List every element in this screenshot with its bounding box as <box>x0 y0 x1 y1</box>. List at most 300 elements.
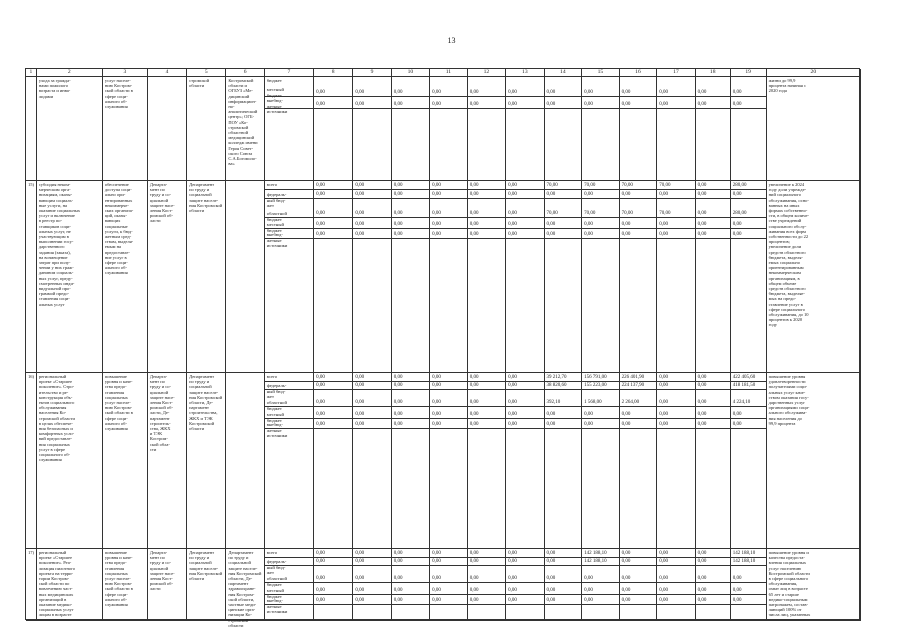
budget-value: 0,00 <box>355 559 365 564</box>
row-divider <box>265 238 767 239</box>
row-divider <box>265 96 767 97</box>
budget-value: 0,00 <box>316 183 325 188</box>
budget-value: 0,00 <box>469 232 479 237</box>
budget-value: 0,00 <box>621 551 631 556</box>
budget-value: 0,00 <box>316 559 325 564</box>
budget-value: 0,00 <box>697 375 707 380</box>
budget-value: 0,00 <box>732 90 742 95</box>
table-cell: Департамент по труду и социальной защите населе- ния Костромской области <box>187 549 226 621</box>
funding-source: федераль- ный бюд- жет <box>266 383 287 400</box>
budget-value: 2 264,00 <box>621 400 640 405</box>
budget-value: 226 401,90 <box>621 375 645 380</box>
budget-value: 0,00 <box>469 211 479 216</box>
budget-value: 0,00 <box>432 422 441 427</box>
budget-value: 0,00 <box>393 383 403 388</box>
budget-value: 0,00 <box>508 588 517 593</box>
budget-value: 0,00 <box>659 598 668 603</box>
budget-value: 0,00 <box>508 102 517 107</box>
budget-value: 0,00 <box>432 598 441 603</box>
budget-value: 0,00 <box>584 412 593 417</box>
budget-value: 0,00 <box>432 211 441 216</box>
budget-value: 0,00 <box>508 211 517 216</box>
budget-value: 0,00 <box>508 90 517 95</box>
column-header: 10 <box>392 69 430 77</box>
budget-value: 0,00 <box>393 222 403 227</box>
budget-value: 0,00 <box>621 576 631 581</box>
table-cell: Костромской области и ОГБУЗ «Ме- дицинский информацион- но- аналитический центр»; ОГБ- ПОУ «Ко- стромской областной медицинский колледж имени Героя Совет- ского Союза С.А.Богомоло- ва» <box>226 77 264 181</box>
budget-value: 0,00 <box>732 576 742 581</box>
budget-value: 0,00 <box>393 588 403 593</box>
budget-value: 0,00 <box>393 90 403 95</box>
funding-source: бюджет <box>266 78 282 83</box>
table-cell: Департамент по труду и социальной защите населе- ния Костромской области, Де- партамент строительства, ЖКХ и ТЭК Костромской области <box>187 373 226 549</box>
column-header: 5 <box>187 69 226 77</box>
budget-value: 0,00 <box>432 192 441 197</box>
budget-value: 0,00 <box>546 102 556 107</box>
table-cell: 17) <box>26 549 37 621</box>
table-cell <box>545 181 583 373</box>
row-divider <box>265 594 767 595</box>
budget-value: 0,00 <box>697 211 707 216</box>
program-table <box>25 68 860 628</box>
table-cell: Департа- мент по труду и со- циальной защите насе- ления Кост- ромской об- ласти <box>148 181 187 373</box>
budget-value: 0,00 <box>432 400 441 405</box>
budget-value: 0,00 <box>316 232 325 237</box>
budget-value: 0,00 <box>432 183 441 188</box>
budget-value: 0,00 <box>584 232 593 237</box>
column-header: 20 <box>767 69 861 77</box>
funding-source: федераль- ный бюд- жет <box>266 559 287 576</box>
budget-value: 0,00 <box>432 90 441 95</box>
budget-value: 0,00 <box>697 576 707 581</box>
budget-value: 0,00 <box>732 222 742 227</box>
budget-value: 4 224,10 <box>732 400 751 405</box>
budget-value: 0,00 <box>355 422 365 427</box>
budget-value: 0,00 <box>697 183 707 188</box>
table-cell: повышение уровня и каче- ства предо- ставления социальных услуг населе- нию Костром- ской области в сфере соци- ального об- служивания <box>103 549 148 621</box>
budget-value: 0,00 <box>508 232 517 237</box>
budget-value: 70,00 <box>584 183 596 188</box>
budget-value: 0,00 <box>432 576 441 581</box>
budget-value: 0,00 <box>697 598 707 603</box>
budget-value: 70,00 <box>659 211 671 216</box>
row-divider <box>265 198 767 199</box>
budget-value: 0,00 <box>659 400 668 405</box>
budget-value: 142 188,10 <box>584 551 607 556</box>
budget-value: 0,00 <box>393 232 403 237</box>
budget-value: 0,00 <box>432 383 441 388</box>
budget-value: 0,00 <box>732 102 742 107</box>
table-cell: 15) <box>26 181 37 373</box>
budget-value: 0,00 <box>659 222 668 227</box>
column-header: 3 <box>103 69 148 77</box>
budget-value: 0,00 <box>621 90 631 95</box>
budget-value: 0,00 <box>659 588 668 593</box>
funding-source: внебюд- жетные источники <box>266 422 288 439</box>
budget-value: 0,00 <box>316 383 325 388</box>
budget-value: 0,00 <box>546 222 556 227</box>
budget-value: 0,00 <box>355 211 365 216</box>
table-cell <box>430 181 468 373</box>
table-cell: 16) <box>26 373 37 549</box>
budget-value: 0,00 <box>697 559 707 564</box>
budget-value: 0,00 <box>355 412 365 417</box>
budget-value: 0,00 <box>697 192 707 197</box>
budget-value: 0,00 <box>732 422 742 427</box>
table-cell: обеспечение доступа соци- ально ори- ентированных некоммерче- ских организа- ций, оказы- вающих социальные услуги, к бюд- жетным сред- ствам, выделя- емым на предоставле- ние услуг в сфере соци- ального об- служивания <box>103 181 148 373</box>
budget-value: 0,00 <box>393 559 403 564</box>
budget-value: 39 212,70 <box>546 375 567 380</box>
budget-value: 0,00 <box>316 400 325 405</box>
row-divider <box>265 108 767 109</box>
budget-value: 0,00 <box>469 192 479 197</box>
budget-value: 0,00 <box>393 576 403 581</box>
budget-value: 142 188,10 <box>732 551 756 556</box>
budget-value: 0,00 <box>469 551 479 556</box>
column-header: 18 <box>696 69 731 77</box>
budget-value: 0,00 <box>393 422 403 427</box>
budget-value: 0,00 <box>546 90 556 95</box>
table-cell <box>731 181 767 373</box>
table-cell: Департа- мент по труду и со- циальной защите насе- ления Кост- ромской об- ласти, Де- партамент строитель- ства, ЖКХ и ТЭК Костром- ской обла- сти <box>148 373 187 549</box>
budget-value: 422 405,60 <box>732 375 756 380</box>
budget-value: 0,00 <box>659 412 668 417</box>
budget-value: 0,00 <box>621 232 631 237</box>
budget-value: 0,00 <box>697 588 707 593</box>
budget-value: 0,00 <box>508 551 517 556</box>
budget-value: 0,00 <box>621 102 631 107</box>
row-divider <box>265 582 767 583</box>
budget-value: 0,00 <box>469 559 479 564</box>
budget-value: 0,00 <box>546 576 556 581</box>
budget-value: 0,00 <box>469 412 479 417</box>
budget-value: 0,00 <box>469 90 479 95</box>
budget-value: 0,00 <box>732 412 742 417</box>
row-divider <box>265 389 767 390</box>
budget-value: 70,00 <box>546 183 558 188</box>
table-cell <box>265 181 314 373</box>
budget-value: 0,00 <box>355 400 365 405</box>
budget-value: 0,00 <box>546 232 556 237</box>
budget-value: 1 568,00 <box>584 400 602 405</box>
budget-value: 0,00 <box>508 559 517 564</box>
budget-value: 0,00 <box>469 222 479 227</box>
row-divider <box>265 189 767 190</box>
table-cell <box>314 181 353 373</box>
column-header: 15 <box>582 69 620 77</box>
budget-value: 0,00 <box>469 383 479 388</box>
budget-value: 0,00 <box>621 192 631 197</box>
table-cell: региональный проект «Старшее поколение». Стро- ительство и ре- конструкция объ- ектов социального обслуживания населения Ко- стромской области в целях обеспече- ния безопасных и комфортных усло- вий предоставле- ния социальных услуг в сфере социального об- служивания <box>37 373 103 549</box>
table-cell <box>392 181 430 373</box>
row-divider <box>265 557 767 558</box>
budget-value: 0,00 <box>316 576 325 581</box>
budget-value: 0,00 <box>508 576 517 581</box>
table-cell: субсидия неком- мерческим орга- низациям, оказы- вающим социаль- ные услуги, на оказание социальных услуг и включение в реестр по- ставщиков соци- альных услуг, не участвующим в выполнении госу- дарственного задания (заказа), на возмещение затрат при полу- чении у них граж- данином социаль- ных услуг, преду- смотренных инди- видуальной про- граммой предо- ставления соци- альных услуг <box>37 181 103 373</box>
budget-value: 0,00 <box>621 559 631 564</box>
budget-value: 0,00 <box>584 588 593 593</box>
table-cell <box>148 77 187 181</box>
budget-value: 0,00 <box>316 551 325 556</box>
budget-value: 0,00 <box>659 422 668 427</box>
budget-value: 0,00 <box>697 400 707 405</box>
budget-value: 0,00 <box>355 598 365 603</box>
budget-value: 0,00 <box>732 598 742 603</box>
budget-value: 0,00 <box>697 232 707 237</box>
row-divider <box>265 604 767 605</box>
budget-value: 0,00 <box>584 90 593 95</box>
column-header: 11 <box>430 69 468 77</box>
funding-source: местный бюджет <box>266 222 284 233</box>
budget-value: 0,00 <box>659 576 668 581</box>
budget-value: 280,00 <box>732 211 747 216</box>
page-number: 13 <box>447 36 456 45</box>
budget-value: 0,00 <box>697 383 707 388</box>
budget-value: 0,00 <box>432 551 441 556</box>
row-divider <box>265 565 767 566</box>
column-header: 17 <box>657 69 695 77</box>
row-divider <box>265 428 767 429</box>
budget-value: 0,00 <box>732 232 742 237</box>
funding-source: всего <box>266 182 278 187</box>
budget-value: 0,00 <box>469 422 479 427</box>
budget-value: 70,00 <box>621 183 633 188</box>
budget-value: 0,00 <box>659 232 668 237</box>
budget-value: 0,00 <box>621 598 631 603</box>
budget-value: 0,00 <box>393 192 403 197</box>
budget-value: 0,00 <box>508 400 517 405</box>
table-cell <box>506 181 544 373</box>
table-cell <box>468 181 506 373</box>
budget-value: 0,00 <box>697 551 707 556</box>
funding-source: всего <box>266 374 278 379</box>
budget-value: 0,00 <box>355 588 365 593</box>
budget-value: 0,00 <box>355 222 365 227</box>
budget-value: 0,00 <box>432 412 441 417</box>
budget-value: 0,00 <box>659 383 668 388</box>
budget-value: 0,00 <box>316 192 325 197</box>
budget-value: 0,00 <box>697 90 707 95</box>
funding-source: внебюд- жетные источники <box>266 232 288 249</box>
budget-value: 0,00 <box>393 598 403 603</box>
funding-source: всего <box>266 550 278 555</box>
column-header: 1 <box>26 69 37 77</box>
budget-value: 0,00 <box>316 90 325 95</box>
row-divider <box>265 228 767 229</box>
table-cell: повышение уровня и качества предоста- вления социальных услуг населению Костромской области в сфере социального обслуживания, охват лиц в возрасте 65 лет и старше медико-социальным патронажем, состав- ляющий 100% от числа лиц, указанных <box>767 549 861 621</box>
table-cell <box>265 549 314 621</box>
budget-value: 392,10 <box>546 400 561 405</box>
budget-value: 0,00 <box>393 412 403 417</box>
budget-value: 280,00 <box>732 183 747 188</box>
budget-value: 0,00 <box>393 551 403 556</box>
budget-value: 0,00 <box>621 222 631 227</box>
funding-source: внебюд- жетные источники <box>266 598 288 615</box>
funding-source: областной бюджет <box>266 211 287 222</box>
table-cell <box>265 77 314 181</box>
budget-value: 0,00 <box>584 422 593 427</box>
budget-value: 0,00 <box>659 551 668 556</box>
table-cell <box>265 373 314 549</box>
budget-value: 0,00 <box>469 183 479 188</box>
table-cell: стромской области <box>187 77 226 181</box>
budget-value: 0,00 <box>697 102 707 107</box>
budget-value: 0,00 <box>469 102 479 107</box>
budget-value: 0,00 <box>316 412 325 417</box>
budget-value: 70,00 <box>621 211 633 216</box>
funding-source: областной бюджет <box>266 576 287 587</box>
budget-value: 0,00 <box>432 375 441 380</box>
budget-value: 0,00 <box>659 192 668 197</box>
budget-value: 142 188,10 <box>584 559 607 564</box>
table-cell: повышение уровня и каче- ства предо- ставления социальных услуг населе- нию Костром- ской области в сфере соци- ального об- служивания <box>103 373 148 549</box>
budget-value: 142 188,10 <box>732 559 756 564</box>
budget-value: 0,00 <box>546 559 556 564</box>
budget-value: 0,00 <box>432 222 441 227</box>
budget-value: 0,00 <box>621 412 631 417</box>
column-header: 2 <box>37 69 103 77</box>
budget-value: 0,00 <box>732 588 742 593</box>
row-divider <box>265 381 767 382</box>
column-header: 19 <box>731 69 767 77</box>
budget-value: 0,00 <box>508 383 517 388</box>
budget-value: 0,00 <box>659 375 668 380</box>
budget-value: 0,00 <box>355 90 365 95</box>
budget-value: 0,00 <box>316 422 325 427</box>
table-cell: повышение уровня удовлетворенности получателями соци- альных услуг каче- ством оказания госу- дарственных услуг организациями соци- ального обслужива- ния населения до 99,9 процента <box>767 373 861 549</box>
budget-value: 70,00 <box>546 211 558 216</box>
budget-value: 0,00 <box>546 551 556 556</box>
budget-value: 0,00 <box>316 588 325 593</box>
budget-value: 0,00 <box>393 183 403 188</box>
table-cell <box>226 373 264 549</box>
budget-value: 0,00 <box>621 422 631 427</box>
budget-value: 0,00 <box>469 598 479 603</box>
budget-value: 0,00 <box>508 422 517 427</box>
funding-source: местный бюджет <box>266 87 284 98</box>
funding-source: местный бюджет <box>266 588 284 599</box>
budget-value: 0,00 <box>355 192 365 197</box>
budget-value: 0,00 <box>469 375 479 380</box>
table-cell: региональный проект «Старшее поколение». Реа- лизация пилотного проекта на терри- тории Костром- ской области по вовлечению част- ных медицинских организаций в оказание медико- социальных услуг лицам в возрасте <box>37 549 103 621</box>
column-header: 8 <box>314 69 353 77</box>
table-cell <box>226 181 264 373</box>
budget-value: 0,00 <box>546 422 556 427</box>
funding-source: внебюд- жетные источники <box>266 98 288 115</box>
funding-source: областной бюджет <box>266 400 287 411</box>
table-cell: жизни до 99,9 процента начиная с 2020 года <box>767 77 861 181</box>
column-header: 6 <box>226 69 264 77</box>
table-cell <box>620 181 658 373</box>
budget-value: 0,00 <box>508 375 517 380</box>
budget-value: 0,00 <box>508 598 517 603</box>
budget-value: 0,00 <box>316 211 325 216</box>
budget-value: 0,00 <box>508 222 517 227</box>
budget-value: 0,00 <box>432 559 441 564</box>
column-header: 7 <box>265 69 314 77</box>
budget-value: 0,00 <box>316 222 325 227</box>
budget-value: 0,00 <box>584 102 593 107</box>
budget-value: 0,00 <box>316 102 325 107</box>
table-cell: увеличение к 2024 году доли учрежде- ний социального обслуживания, осно- ванных на иных формах собственно- сти, в общем количе- стве учреждений социального обслу- живания всех форм собственности до 22 процентов; увеличение доли средств областного бюджета, выделя- емых социально ориентированным некоммерческим организациям, в общем объеме средств областного бюджета, выделяе- мых на предо- ставление услуг в сфере социального обслуживания, до 10 процентов к 2020 году <box>767 181 861 373</box>
budget-value: 0,00 <box>469 588 479 593</box>
table-cell <box>26 77 37 181</box>
budget-value: 0,00 <box>355 576 365 581</box>
budget-value: 0,00 <box>432 588 441 593</box>
budget-value: 0,00 <box>697 412 707 417</box>
budget-value: 0,00 <box>393 375 403 380</box>
column-header: 14 <box>545 69 583 77</box>
column-header: 16 <box>620 69 658 77</box>
budget-value: 0,00 <box>469 576 479 581</box>
table-cell: Департамент по труду и социальной защите населе- ния Костромской области, Де- партамент здравоохране- ния Костром- ской области, частные меди- цинские орга- низации Ко- стромской области <box>226 549 264 621</box>
table-cell: услуг населе- нию Костром- ской области в сфере соци- ального об- служивания <box>103 77 148 181</box>
budget-value: 70,00 <box>659 183 671 188</box>
budget-value: 0,00 <box>584 576 593 581</box>
budget-value: 0,00 <box>355 232 365 237</box>
budget-value: 0,00 <box>355 102 365 107</box>
table-cell <box>696 181 731 373</box>
table-cell: ухода за гражда- нами пожилого возраста и инва- лидами <box>37 77 103 181</box>
budget-value: 0,00 <box>659 102 668 107</box>
budget-value: 0,00 <box>546 588 556 593</box>
funding-source: федераль- ный бюд- жет <box>266 192 287 209</box>
column-header: 13 <box>506 69 544 77</box>
budget-value: 0,00 <box>508 192 517 197</box>
column-header: 9 <box>353 69 391 77</box>
table-cell <box>657 181 695 373</box>
budget-value: 156 791,00 <box>584 375 607 380</box>
budget-value: 155 223,00 <box>584 383 607 388</box>
table-cell <box>353 181 391 373</box>
row-divider <box>265 406 767 407</box>
budget-value: 0,00 <box>659 90 668 95</box>
budget-value: 0,00 <box>732 192 742 197</box>
budget-value: 0,00 <box>355 551 365 556</box>
column-header: 4 <box>148 69 187 77</box>
budget-value: 0,00 <box>621 588 631 593</box>
budget-value: 0,00 <box>355 375 365 380</box>
budget-value: 0,00 <box>697 222 707 227</box>
budget-value: 38 820,60 <box>546 383 567 388</box>
row-divider <box>265 418 767 419</box>
budget-value: 418 181,50 <box>732 383 756 388</box>
budget-value: 0,00 <box>546 412 556 417</box>
budget-value: 0,00 <box>469 400 479 405</box>
budget-value: 0,00 <box>355 383 365 388</box>
budget-value: 0,00 <box>316 375 325 380</box>
budget-value: 0,00 <box>432 102 441 107</box>
column-header: 12 <box>468 69 506 77</box>
budget-value: 0,00 <box>393 211 403 216</box>
budget-value: 0,00 <box>697 422 707 427</box>
budget-value: 0,00 <box>546 598 556 603</box>
budget-value: 0,00 <box>508 183 517 188</box>
budget-value: 0,00 <box>508 412 517 417</box>
budget-value: 0,00 <box>659 559 668 564</box>
table-cell: Департамент по труду и социальной защите населе- ния Костромской области <box>187 181 226 373</box>
budget-value: 0,00 <box>432 232 441 237</box>
funding-source: местный бюджет <box>266 412 284 423</box>
budget-value: 0,00 <box>546 192 556 197</box>
budget-value: 0,00 <box>393 400 403 405</box>
row-divider <box>265 217 767 218</box>
table-cell <box>582 181 620 373</box>
budget-value: 0,00 <box>584 598 593 603</box>
table-cell: Департа- мент по труду и со- циальной защите насе- ления Кост- ромской об- ласти <box>148 549 187 621</box>
budget-value: 70,00 <box>584 211 596 216</box>
budget-value: 0,00 <box>316 598 325 603</box>
